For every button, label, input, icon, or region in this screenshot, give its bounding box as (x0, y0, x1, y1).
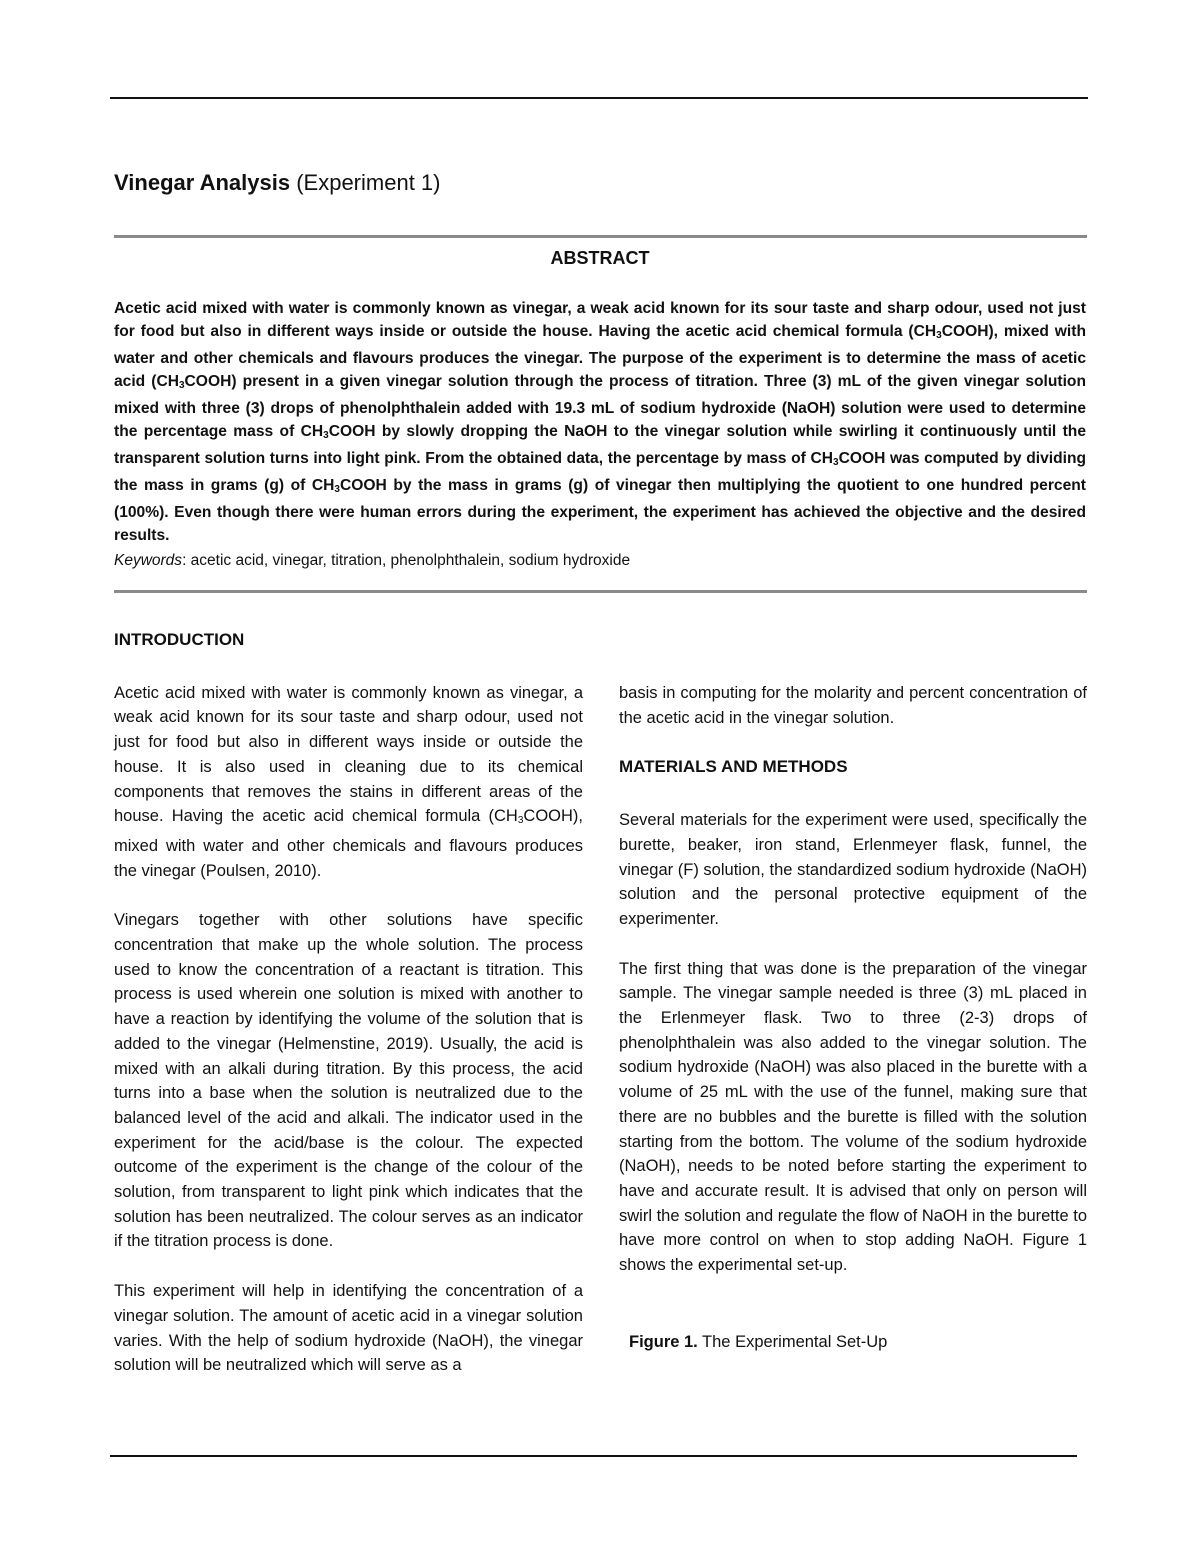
title-bold: Vinegar Analysis (114, 170, 291, 195)
top-rule (110, 97, 1088, 99)
keywords-label: Keywords (114, 552, 183, 569)
document-title (114, 170, 440, 196)
title-rule (114, 235, 1087, 238)
title-rest: (Experiment 1) (290, 170, 441, 195)
keywords-rule (114, 590, 1087, 593)
methods-paragraph-1: Several materials for the experiment were used, specifically the burette, beaker, iron stand, Erlenmeyer flask, funnel, the vinegar (F) solution, the standardized sodium hydroxide (NaOH) solution and the personal protective equipment of the experimenter. (619, 811, 1087, 928)
figure-label: Figure 1. (629, 1332, 698, 1351)
intro-paragraph-1: Acetic acid mixed with water is commonly known as vinegar, a weak acid known for its sour taste and sharp odour, used not just for food but also in different ways inside or outside the house. It is also used in cleaning due to its chemical components that removes the stains in different areas of the house. Having the acetic acid chemical formula $(CH_3COOH)$, mixed with water and other chemicals and flavours produces the vinegar (Poulsen, 2010). (114, 683, 583, 880)
keywords-text: : acetic acid, vinegar, titration, phenolphthalein, sodium hydroxide (182, 552, 631, 569)
intro-paragraph-3-continued: basis in computing for the molarity and percent concentration of the acetic acid in the vinegar solution. (619, 684, 1087, 727)
keywords-line (114, 552, 1086, 570)
introduction-heading: INTRODUCTION (114, 630, 245, 649)
methods-paragraph-2: The first thing that was done is the preparation of the vinegar sample. The vinegar sample needed is three (3) mL placed in the Erlenmeyer flask. Two to three (2-3) drops of phenolphthalein was also added to the vinegar solution. The sodium hydroxide (NaOH) was also placed in the burette with a volume of 25 mL with the use of the funnel, making sure that there are no bubbles and the burette is filled with the solution starting from the bottom. The volume of the sodium hydroxide (NaOH), needs to be noted before starting the experiment to have and accurate result. It is advised that only on person will swirl the solution and regulate the flow of NaOH in the burette to have more control on when to stop adding NaOH. Figure 1 shows the experimental set-up. (619, 959, 1087, 1275)
abstract-heading: ABSTRACT (550, 248, 650, 268)
bottom-rule (110, 1455, 1077, 1457)
intro-paragraph-3: This experiment will help in identifying the concentration of a vinegar solution. The amount of acetic acid in a vinegar solution varies. With the help of sodium hydroxide (NaOH), the vinegar solution will be neutralized which will serve as a (114, 1282, 583, 1375)
right-column (619, 681, 1087, 1354)
left-column (114, 628, 583, 1378)
intro-paragraph-2: Vinegars together with other solutions have specific concentration that make up the whole solution. The process used to know the concentration of a reactant is titration. This process is used wherein one solution is mixed with another to have a reaction by identifying the volume of the solution that is added to the vinegar (Helmenstine, 2019). Usually, the acid is mixed with an alkali during titration. By this process, the acid turns into a base when the solution is neutralized due to the balanced level of the acid and alkali. The indicator used in the experiment for the acid/base is the colour. The expected outcome of the experiment is the change of the colour of the solution, from transparent to light pink which indicates that the solution has been neutralized. The colour serves as an indicator if the titration process is done. (114, 911, 583, 1251)
abstract-text: Acetic acid mixed with water is commonly known as vinegar, a weak acid known for its sour taste and sharp odour, used not just for food but also in different ways inside or outside the house. Having the acetic acid chemical formula $(CH_3COOH)$, mixed with water and other chemicals and flavours produces the vinegar. The purpose of the experiment is to determine the mass of acetic acid $(CH_3COOH)$ present in a given vinegar solution through the process of titration. Three (3) mL of the given vinegar solution mixed with three (3) drops of phenolphthalein added with 19.3 mL of sodium hydroxide (NaOH) solution were used to determine the percentage mass of $CH_3COOH$ by slowly dropping the NaOH to the vinegar solution while swirling it continuously until the transparent solution turns into light pink. From the obtained data, the percentage by mass of $CH_3COOH$ was computed by dividing the mass in grams (g) of $CH_3COOH$ by the mass in grams (g) of vinegar then multiplying the quotient to one hundred percent (100%). Even though there were human errors during the experiment, the experiment has achieved the objective and the desired results. (114, 300, 1086, 544)
figure-caption (619, 1330, 1087, 1355)
materials-methods-heading: MATERIALS AND METHODS (619, 757, 848, 777)
figure-text: The Experimental Set-Up (697, 1332, 888, 1351)
